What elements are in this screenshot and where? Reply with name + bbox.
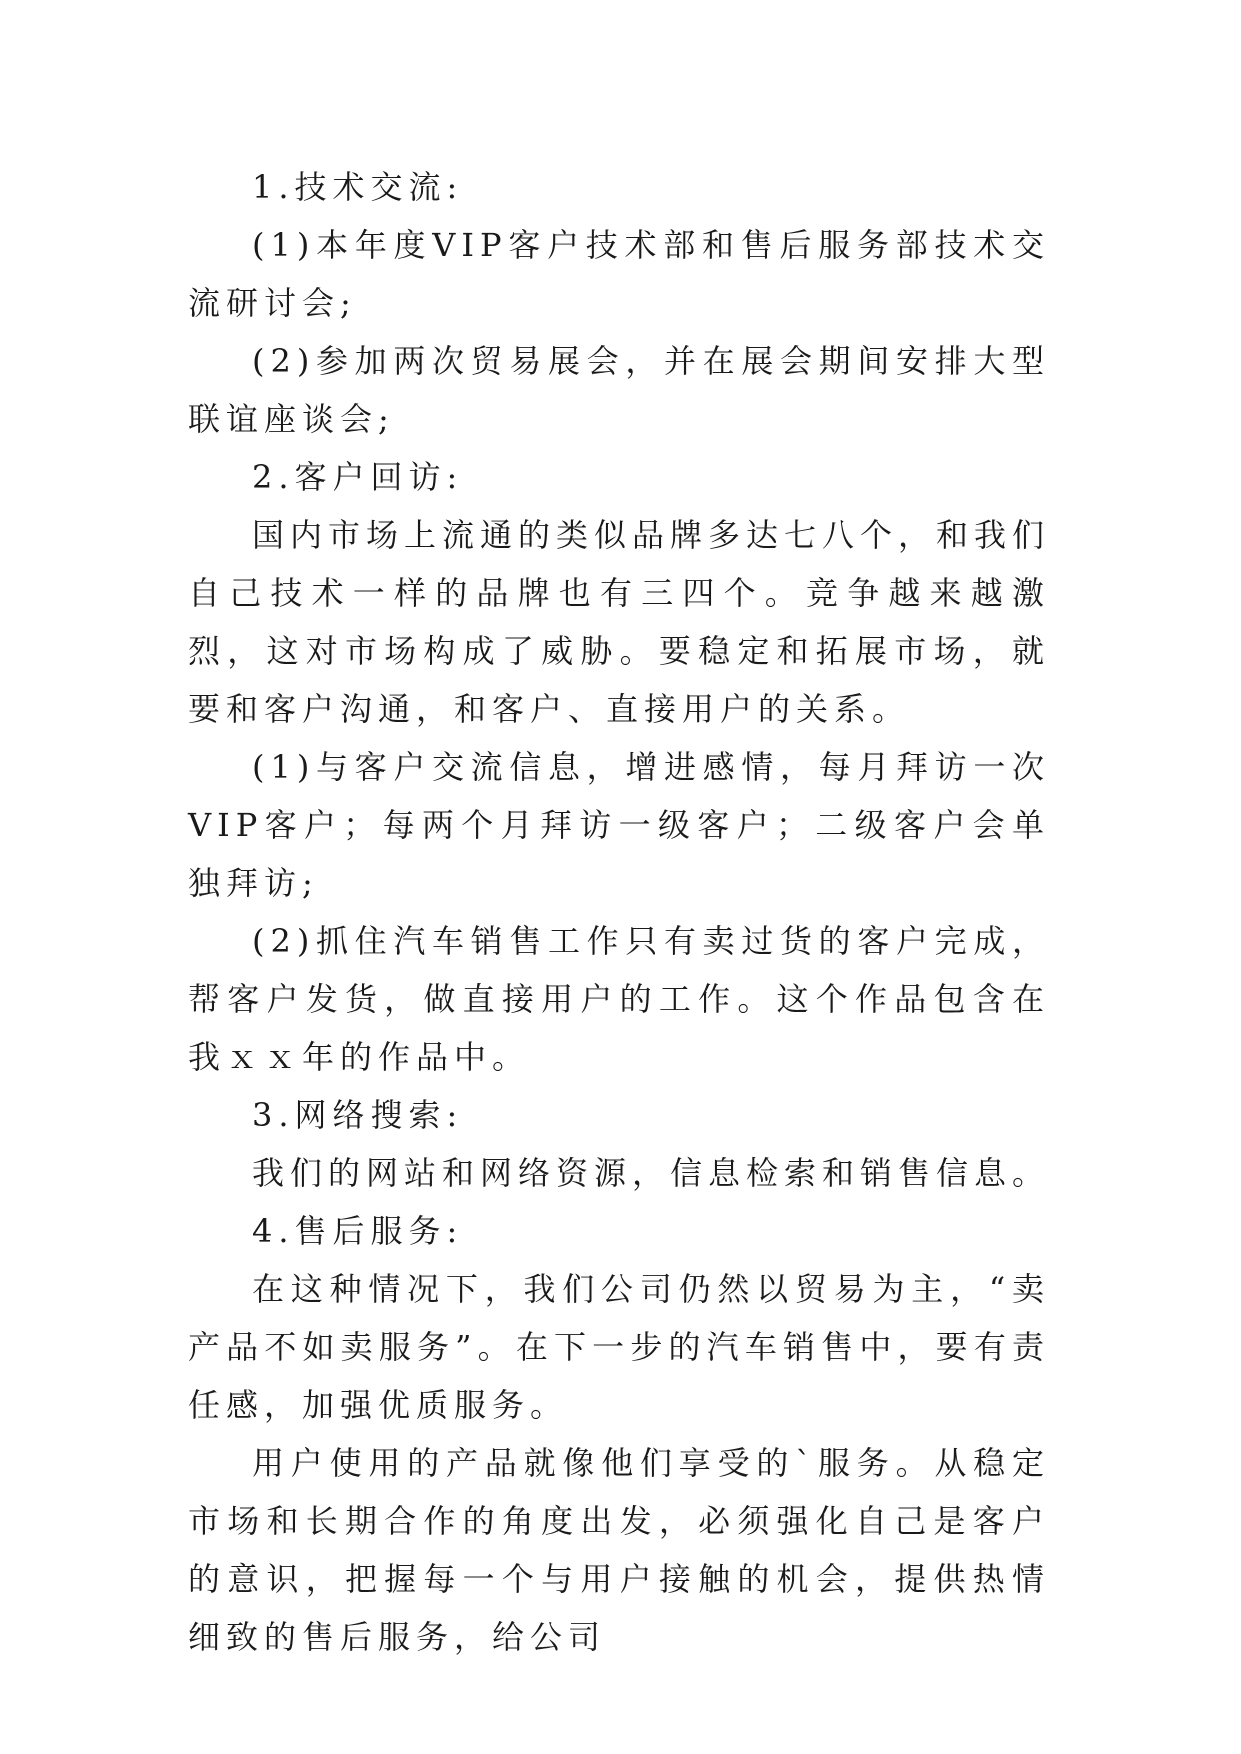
paragraph: (1)与客户交流信息，增进感情，每月拜访一次VIP客户；每两个月拜访一级客户；二级客户会单独拜访; <box>188 748 1050 902</box>
paragraph: 国内市场上流通的类似品牌多达七八个，和我们自己技术一样的品牌也有三四个。竞争越来越激烈，这对市场构成了威胁。要稳定和拓展市场，就要和客户沟通，和客户、直接用户的关系。 <box>188 516 1051 728</box>
paragraph: 我们的网站和网络资源，信息检索和销售信息。 <box>252 1154 1051 1192</box>
document-body <box>188 158 1050 1666</box>
paragraph: 用户使用的产品就像他们享受的`服务。从稳定市场和长期合作的角度出发，必须强化自己是客户的意识，把握每一个与用户接触的机会，提供热情细致的售后服务，给公司 <box>188 1444 1050 1656</box>
section-heading-after-sales: 4.售后服务: <box>252 1212 464 1250</box>
paragraph: (2)参加两次贸易展会，并在展会期间安排大型联谊座谈会; <box>188 342 1050 438</box>
section-heading-tech-exchange: 1.技术交流: <box>252 168 464 206</box>
paragraph: (2)抓住汽车销售工作只有卖过货的客户完成，帮客户发货，做直接用户的工作。这个作品包含在我ｘｘ年的作品中。 <box>188 922 1050 1076</box>
section-heading-customer-visit: 2.客户回访: <box>252 458 464 496</box>
section-heading-web-search: 3.网络搜索: <box>252 1096 464 1134</box>
paragraph: 在这种情况下，我们公司仍然以贸易为主，“卖产品不如卖服务”。在下一步的汽车销售中，要有责任感，加强优质服务。 <box>188 1270 1050 1424</box>
paragraph: (1)本年度VIP客户技术部和售后服务部技术交流研讨会; <box>188 226 1050 322</box>
